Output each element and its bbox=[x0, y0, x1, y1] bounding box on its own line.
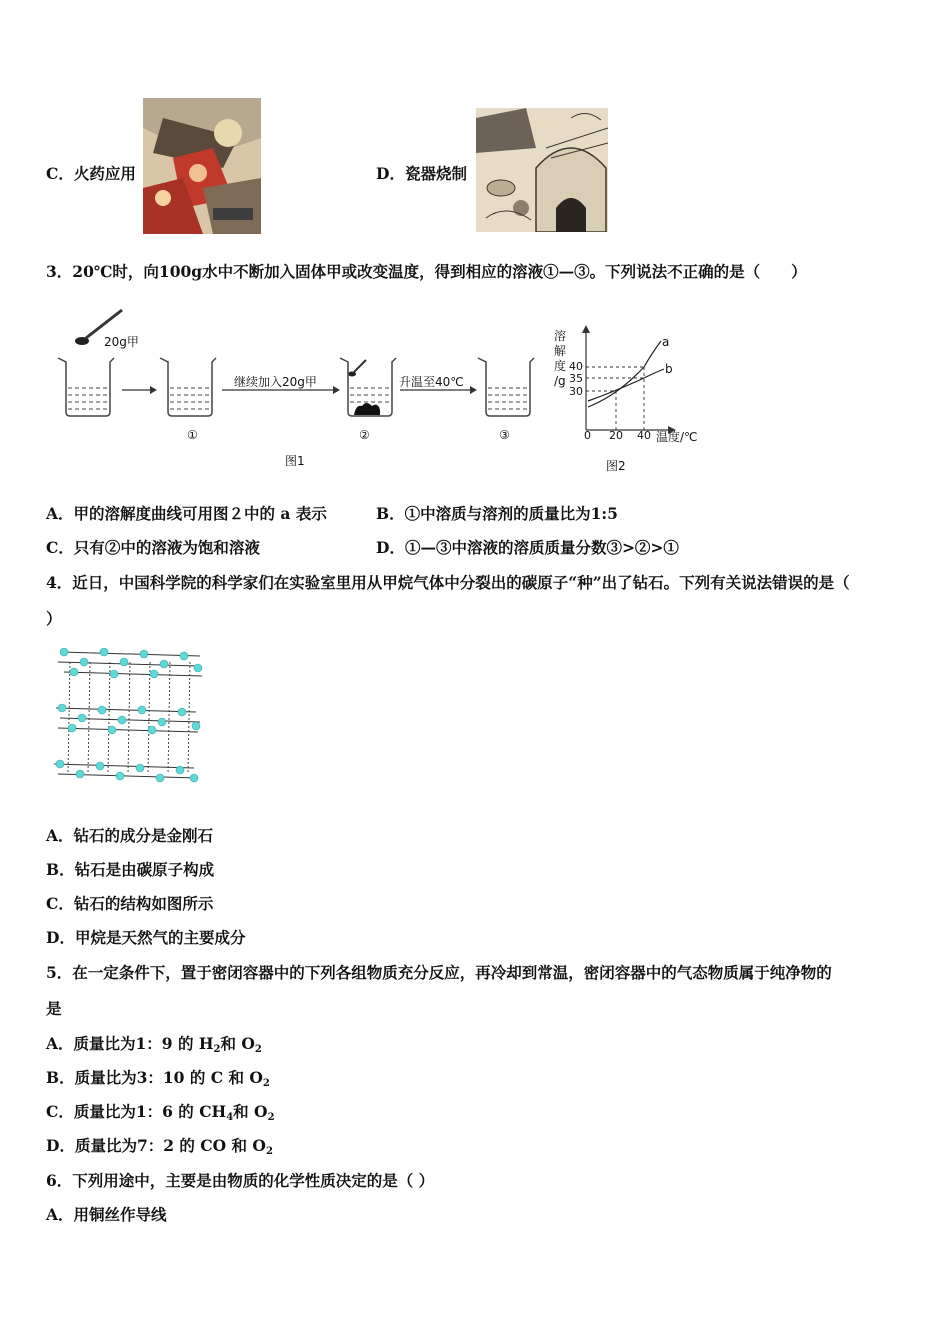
xtick-0: 0 bbox=[584, 429, 591, 442]
q4-option-d: D．甲烷是天然气的主要成分 bbox=[46, 928, 246, 947]
beaker-2-shape bbox=[160, 358, 216, 416]
q5-stem: 5．在一定条件下，置于密闭容器中的下列各组物质充分反应，再冷却到常温，密闭容器中的气态物质属于纯净物的 bbox=[46, 963, 832, 982]
q4-stem: 4．近日，中国科学院的科学家们在实验室里用从甲烷气体中分裂出的碳原子“种”出了钻石。下列有关说法错误的是（ bbox=[46, 573, 850, 592]
q4-stem-cont: ） bbox=[46, 609, 62, 628]
q6-option-a: A．用铜丝作导线 bbox=[46, 1205, 167, 1224]
fig2-ylabel: 溶 解 度 /g bbox=[554, 329, 567, 388]
beaker-4-shape bbox=[478, 358, 534, 416]
beaker-1-shape bbox=[58, 358, 114, 416]
figure-2 bbox=[548, 325, 718, 475]
q4-option-c: C．钻石的结构如图所示 bbox=[46, 894, 214, 913]
figure-1-caption: 图1 bbox=[285, 454, 305, 468]
beaker-label-1: ① bbox=[187, 428, 198, 442]
xtick-40: 40 bbox=[637, 429, 651, 442]
curve-b-line bbox=[588, 369, 664, 401]
diamond-structure-diagram bbox=[50, 640, 206, 792]
q2-option-d: D．瓷器烧制 bbox=[376, 164, 467, 183]
q5-option-d: D．质量比为7：2 的 CO 和 $O_2$ bbox=[46, 1136, 273, 1157]
q6-stem: 6．下列用途中，主要是由物质的化学性质决定的是（ ） bbox=[46, 1171, 435, 1190]
ytick-30: 30 bbox=[569, 385, 583, 398]
gunpowder-illustration bbox=[143, 98, 261, 234]
q5-stem-cont: 是 bbox=[46, 999, 62, 1018]
q3-option-a: A．甲的溶解度曲线可用图２中的 a 表示 bbox=[46, 504, 327, 523]
ytick-40: 40 bbox=[569, 360, 583, 373]
fig2-xlabel: 温度/℃ bbox=[656, 430, 698, 444]
arrow-2-label: 继续加入20g甲 bbox=[234, 375, 317, 389]
spoon-label: 20g甲 bbox=[104, 335, 139, 349]
curve-a-label: a bbox=[662, 335, 670, 349]
arrow-3-label: 升温至40℃ bbox=[399, 375, 464, 389]
q4-option-b: B．钻石是由碳原子构成 bbox=[46, 860, 215, 879]
q4-option-a: A．钻石的成分是金刚石 bbox=[46, 826, 214, 845]
q3-option-d: D．①—③中溶液的溶质质量分数③>②>① bbox=[376, 538, 679, 557]
ytick-35: 35 bbox=[569, 372, 583, 385]
beaker-label-3: ③ bbox=[499, 428, 510, 442]
q2-option-c: C．火药应用 bbox=[46, 164, 136, 183]
q3-option-c: C．只有②中的溶液为饱和溶液 bbox=[46, 538, 260, 557]
figure-2-caption: 图2 bbox=[606, 459, 626, 473]
q5-option-b: B．质量比为3：10 的 C 和 $O_2$ bbox=[46, 1068, 270, 1089]
curve-b-label: b bbox=[665, 362, 673, 376]
q3-stem: 3．20℃时，向100g水中不断加入固体甲或改变温度，得到相应的溶液①—③。下列说法不正确的是（ ） bbox=[46, 262, 807, 281]
porcelain-kiln-illustration bbox=[476, 108, 608, 232]
q3-option-b: B．①中溶质与溶剂的质量比为1:5 bbox=[376, 504, 618, 523]
xtick-20: 20 bbox=[609, 429, 623, 442]
figure-1 bbox=[50, 300, 550, 480]
beaker-label-2: ② bbox=[359, 428, 370, 442]
q5-option-c: C．质量比为1：6 的 $CH_4$和 $O_2$ bbox=[46, 1102, 275, 1123]
q5-option-a: A．质量比为1：9 的 $H_2$和 $O_2$ bbox=[46, 1034, 262, 1055]
spatula-icon-2 bbox=[348, 360, 366, 377]
